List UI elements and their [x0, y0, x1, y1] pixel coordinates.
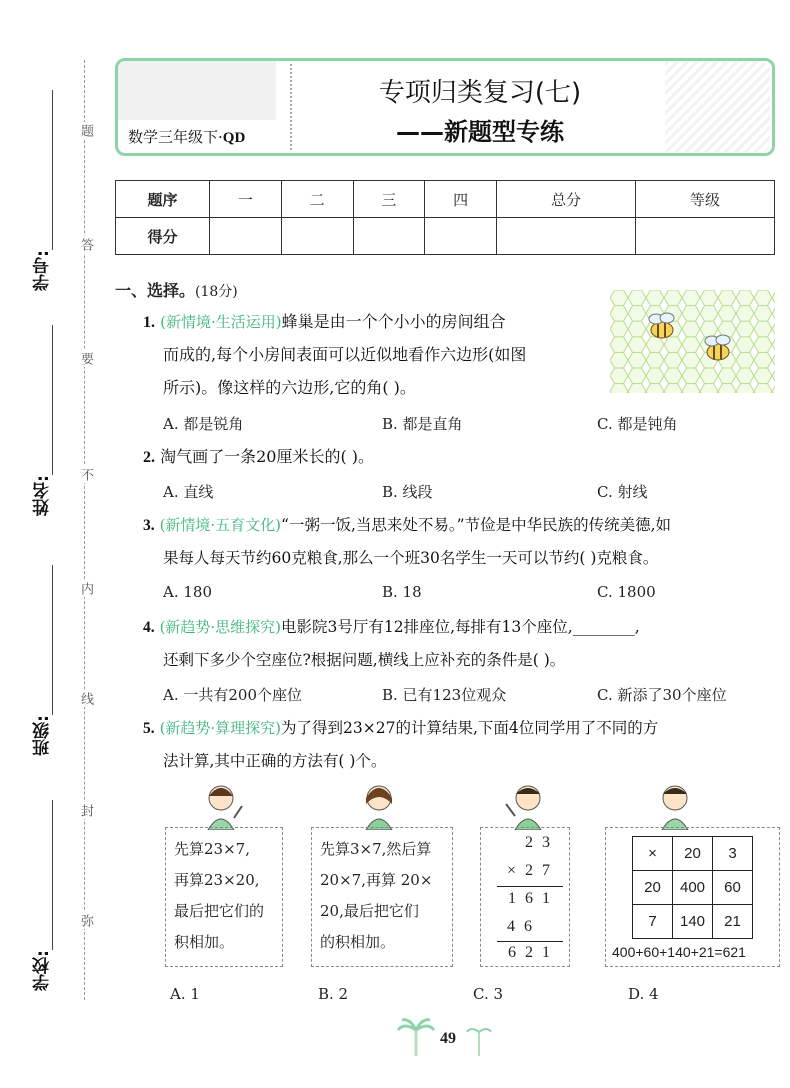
grid-cell: 20	[673, 837, 713, 871]
method-1-line: 最后把它们的	[174, 902, 265, 920]
palm-decoration-icon	[396, 1016, 436, 1056]
question-1-line3: 所示)。像这样的六边形,它的角( )。	[163, 378, 416, 397]
calc-rule	[497, 886, 563, 887]
question-1-line1: 1. (新情境·生活运用)蜂巢是由一个个小小的房间组合	[143, 312, 506, 331]
method-1-line: 再算23×20,	[174, 871, 260, 889]
calc-rule	[497, 941, 563, 942]
class-label: 班级:	[33, 715, 53, 756]
section-title: 一、选择。(18分)	[115, 281, 238, 300]
seal-char: 答	[78, 238, 93, 251]
question-4-line1: 4. (新趋势·思维探究)电影院3号厅有12排座位,每排有13个座位,________,	[143, 618, 640, 636]
question-3-line1: 3. (新情境·五育文化)“一粥一饭,当思来处不易。”节俭是中华民族的传统美德,如	[143, 516, 672, 534]
question-5-line1: 5. (新趋势·算理探究)为了得到23×27的计算结果,下面4位同学用了不同的方	[143, 719, 659, 737]
score-header: 二	[281, 181, 353, 218]
q5-option-c[interactable]: C. 3	[473, 985, 504, 1003]
question-4-line2: 还剩下多少个空座位?根据问题,横线上应补充的条件是( )。	[163, 651, 566, 669]
score-cell[interactable]	[425, 218, 497, 255]
method-1-line: 先算23×7,	[174, 840, 250, 858]
class-line	[52, 565, 53, 715]
q1-option-c[interactable]: C. 都是钝角	[597, 415, 678, 433]
student-id-line	[52, 90, 53, 250]
header-divider	[290, 64, 292, 150]
boy-student-icon	[652, 782, 698, 830]
score-table	[115, 180, 775, 255]
q3-option-b[interactable]: B. 18	[382, 583, 422, 601]
grid-cell: 60	[713, 871, 753, 905]
score-cell[interactable]	[635, 218, 774, 255]
q5-option-a[interactable]: A. 1	[170, 985, 200, 1003]
question-1-line2: 而成的,每个小房间表面可以近似地看作六边形(如图	[163, 345, 527, 364]
seal-char: 弥	[78, 914, 93, 927]
question-3-line2: 果每人每天节约60克粮食,那么一个班30名学生一天可以节约( )克粮食。	[163, 549, 659, 567]
score-row-label: 得分	[116, 218, 210, 255]
bee-icon	[705, 335, 730, 360]
grid-cell: 20	[633, 871, 673, 905]
calc-partial-2: 46	[507, 918, 541, 935]
method-2-line: 20,最后把它们	[320, 902, 419, 920]
score-header: 三	[353, 181, 425, 218]
page-title: 专项归类复习(七)	[378, 78, 582, 108]
grid-cell: ×	[633, 837, 673, 871]
q3-option-c[interactable]: C. 1800	[597, 583, 656, 601]
method-2-box	[311, 827, 453, 967]
grid-cell: 3	[713, 837, 753, 871]
score-header: 等级	[635, 181, 774, 218]
page-subtitle: ——新题型专练	[396, 118, 564, 146]
seal-char: 封	[78, 804, 93, 817]
name-line	[52, 325, 53, 475]
question-5-line2: 法计算,其中正确的方法有( )个。	[163, 752, 387, 770]
method-2-line: 先算3×7,然后算	[320, 840, 432, 858]
q2-option-c[interactable]: C. 射线	[597, 483, 648, 501]
score-header: 总分	[497, 181, 636, 218]
method-1-line: 积相加。	[174, 933, 235, 951]
score-cell[interactable]	[210, 218, 282, 255]
score-header: 题序	[116, 181, 210, 218]
grid-cell: 140	[673, 905, 713, 939]
method-2-line: 的积相加。	[320, 933, 396, 951]
seal-char: 要	[78, 352, 93, 365]
score-cell[interactable]	[281, 218, 353, 255]
school-label: 学校:	[33, 950, 53, 991]
q1-option-a[interactable]: A. 都是锐角	[163, 415, 244, 433]
grid-cell: 7	[633, 905, 673, 939]
q3-option-a[interactable]: A. 180	[163, 583, 212, 601]
q1-option-b[interactable]: B. 都是直角	[382, 415, 463, 433]
calc-multiplicand: 23	[525, 834, 559, 851]
boy-student-icon	[503, 782, 549, 830]
page-number: 49	[440, 1030, 456, 1047]
subject-label: 数学三年级下·QD	[128, 128, 246, 146]
score-cell[interactable]	[497, 218, 636, 255]
school-line	[52, 800, 53, 950]
method-2-line: 20×7,再算 20×	[320, 871, 433, 889]
q4-option-c[interactable]: C. 新添了30个座位	[597, 686, 727, 704]
calc-partial-1: 161	[508, 890, 559, 907]
girl-student-icon	[198, 782, 244, 830]
score-header: 一	[210, 181, 282, 218]
question-2: 2. 淘气画了一条20厘米长的( )。	[143, 447, 375, 466]
method-4-box	[605, 827, 780, 967]
method-1-box	[165, 827, 283, 967]
method-3-vertical-calc	[480, 827, 570, 967]
seal-char: 线	[78, 692, 93, 705]
calc-multiplier: ×27	[506, 862, 559, 879]
calc-result: 621	[508, 944, 559, 961]
multiplication-grid	[632, 836, 753, 939]
student-id-label: 学号:	[33, 250, 53, 291]
seal-dashed-line	[84, 60, 85, 1000]
score-cell[interactable]	[353, 218, 425, 255]
seal-char: 内	[78, 582, 93, 595]
girl-student-icon	[356, 782, 402, 830]
bee-icon	[649, 313, 674, 338]
q4-option-a[interactable]: A. 一共有200个座位	[163, 686, 302, 704]
grid-cell: 21	[713, 905, 753, 939]
palm-decoration-icon	[466, 1022, 492, 1056]
seal-char: 不	[78, 468, 93, 481]
grid-cell: 400	[673, 871, 713, 905]
grid-sum: 400+60+140+21=621	[612, 944, 746, 960]
score-header: 四	[425, 181, 497, 218]
q2-option-b[interactable]: B. 线段	[382, 483, 433, 501]
honeycomb-image	[610, 290, 775, 393]
q5-option-d[interactable]: D. 4	[628, 985, 659, 1003]
q4-option-b[interactable]: B. 已有123位观众	[382, 686, 507, 704]
q2-option-a[interactable]: A. 直线	[163, 483, 214, 501]
seal-char: 题	[78, 124, 93, 137]
q5-option-b[interactable]: B. 2	[318, 985, 349, 1003]
name-label: 姓名:	[33, 475, 53, 516]
